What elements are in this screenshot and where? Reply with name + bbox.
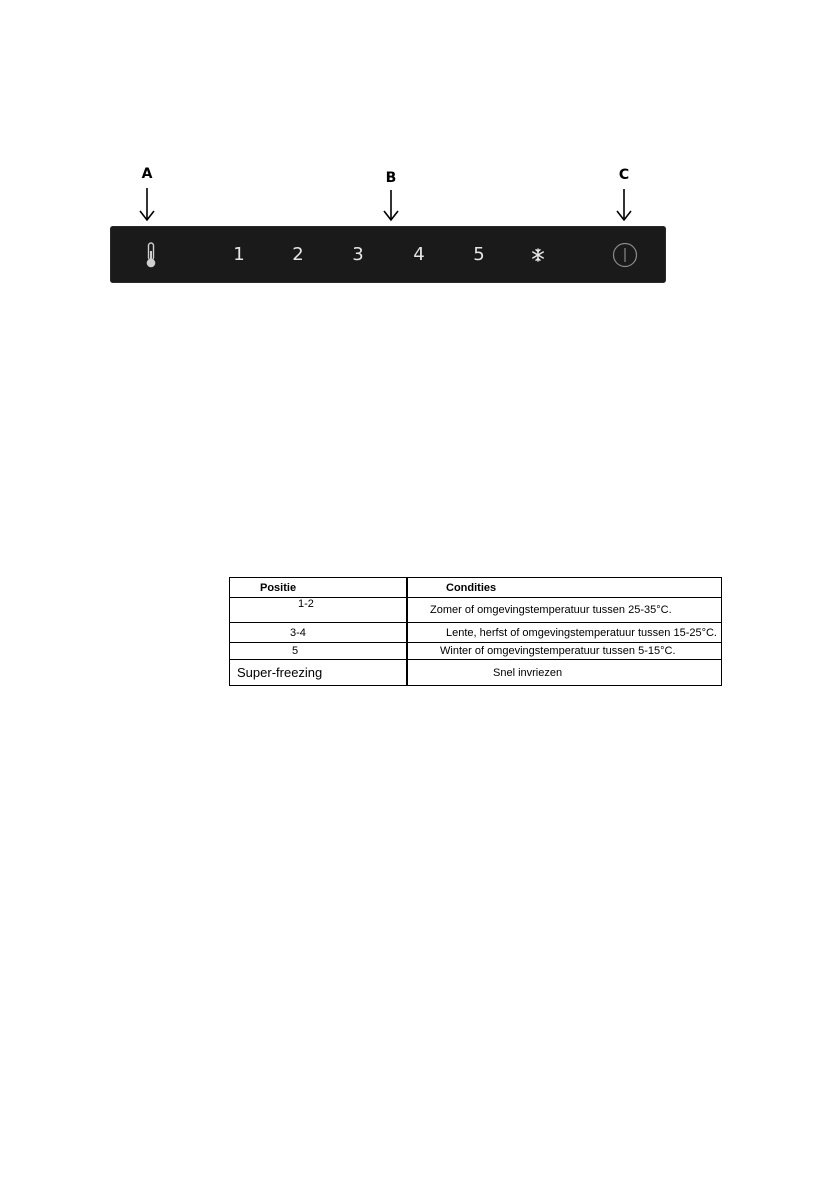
- callout-b: [376, 170, 406, 222]
- callout-c: [609, 167, 639, 222]
- row-position: Super-freezing: [230, 660, 408, 686]
- control-panel: [110, 226, 666, 283]
- power-icon[interactable]: [612, 226, 638, 283]
- header-conditions: Condities: [407, 578, 722, 598]
- level-button-1[interactable]: 1: [233, 244, 245, 265]
- header-position: Positie: [230, 578, 408, 598]
- row-condition: Winter of omgevingstemperatuur tussen 5-15°C.: [407, 643, 722, 660]
- arrow-down-icon: [616, 183, 632, 222]
- level-button-4[interactable]: 4: [413, 244, 425, 265]
- row-condition: Lente, herfst of omgevingstemperatuur tussen 15-25°C.: [407, 623, 722, 643]
- level-button-2[interactable]: 2: [292, 244, 304, 265]
- table-row: [230, 598, 722, 623]
- callout-b-letter: B: [385, 170, 397, 186]
- level-button-3[interactable]: 3: [352, 244, 364, 265]
- table-row: [230, 623, 722, 643]
- level-button-5[interactable]: 5: [473, 244, 485, 265]
- table-row: [230, 643, 722, 660]
- table-row: [230, 660, 722, 686]
- thermometer-icon[interactable]: [144, 226, 158, 283]
- snowflake-icon[interactable]: [531, 226, 545, 283]
- conditions-table: [229, 577, 722, 686]
- callout-a-letter: A: [141, 166, 153, 182]
- callout-c-letter: C: [618, 167, 630, 183]
- row-condition: Snel invriezen: [407, 660, 722, 686]
- arrow-down-icon: [139, 182, 155, 222]
- callout-a: [132, 166, 162, 222]
- row-position: 5: [230, 643, 408, 660]
- arrow-down-icon: [383, 186, 399, 222]
- row-condition: Zomer of omgevingstemperatuur tussen 25-35°C.: [407, 598, 722, 623]
- row-position: 1-2: [230, 598, 408, 623]
- row-position: 3-4: [230, 623, 408, 643]
- table-header-row: [230, 578, 722, 598]
